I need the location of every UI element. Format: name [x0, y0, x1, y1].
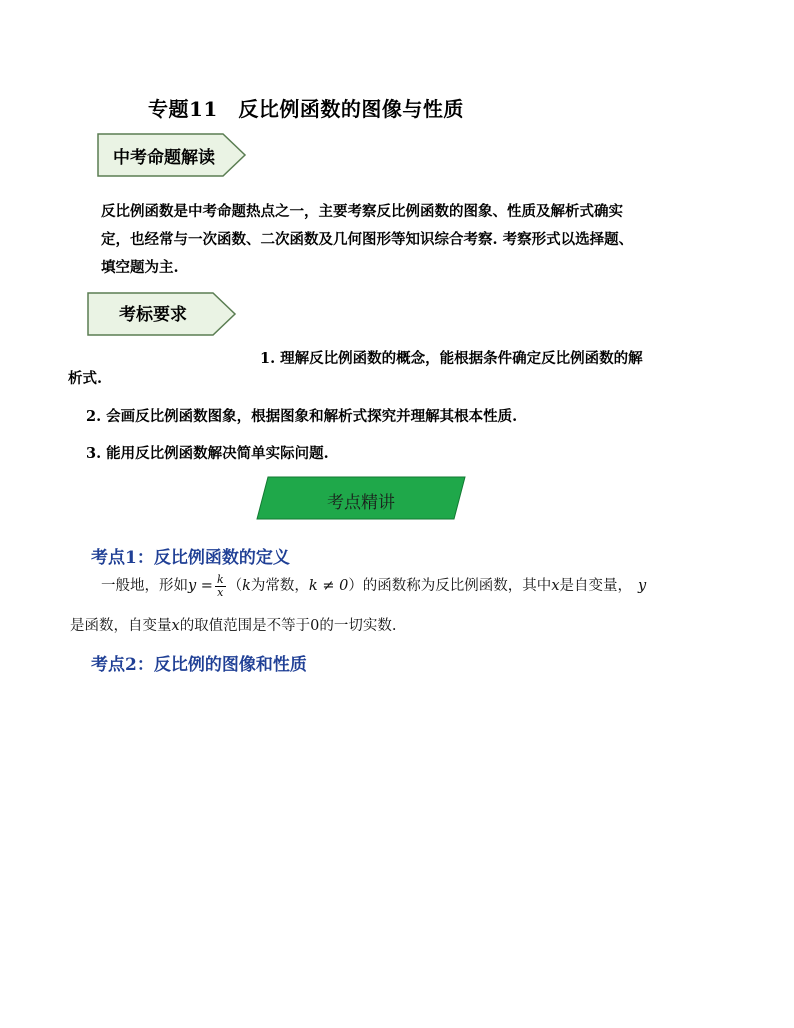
page-title: 专题11 反比例函数的图像与性质 [148, 97, 464, 121]
point2-heading: 考点2：反比例的图像和性质 [91, 655, 307, 675]
y-variable: y [638, 578, 647, 594]
standards-label-box [87, 292, 237, 336]
formula-lhs: y = [188, 578, 213, 594]
fraction-denominator: x [217, 585, 224, 599]
k-variable: k [242, 578, 251, 594]
definition-prefix: 一般地，形如 [101, 578, 188, 594]
line2-prefix: 是函数，自变量 [70, 618, 172, 634]
definition-suffix: ）的函数称为反比例函数，其中 [348, 578, 552, 594]
exam-analysis-label-box [97, 133, 247, 177]
standard-item-2: 2. 会画反比例函数图象，根据图象和解析式探究并理解其根本性质. [86, 408, 518, 425]
exam-analysis-line-1: 反比例函数是中考命题热点之一，主要考察反比例函数的图象、性质及解析式确实 [101, 203, 623, 220]
exam-analysis-line-3: 填空题为主. [101, 259, 179, 276]
point1-line-2 [70, 612, 397, 640]
line2-suffix: 的取值范围是不等于0的一切实数. [179, 618, 397, 634]
x-variable-2: x [171, 618, 180, 634]
standard-item-3: 3. 能用反比例函数解决简单实际问题. [86, 445, 329, 462]
exam-analysis-line-2: 定，也经常与一次函数、二次函数及几何图形等知识综合考察. 考察形式以选择题、 [101, 231, 634, 248]
standard-item-1-cont: 析式. [68, 370, 103, 387]
k-condition: k ≠ 0 [308, 578, 349, 594]
x-variable: x [551, 578, 560, 594]
fraction-numerator: k [216, 572, 224, 586]
k-description: 为常数， [250, 578, 309, 594]
paren-open: （ [227, 578, 243, 594]
point1-heading: 考点1：反比例函数的定义 [91, 548, 290, 568]
point1-line-1 [101, 572, 646, 600]
x-description: 是自变量， [559, 578, 632, 594]
exam-analysis-label: 中考命题解读 [113, 148, 215, 168]
key-points-banner [256, 476, 466, 520]
formula-fraction [215, 574, 226, 599]
standards-label: 考标要求 [119, 305, 187, 325]
standard-item-1: 1. 理解反比例函数的概念，能根据条件确定反比例函数的解 [260, 350, 643, 367]
key-points-banner-label: 考点精讲 [327, 493, 395, 513]
